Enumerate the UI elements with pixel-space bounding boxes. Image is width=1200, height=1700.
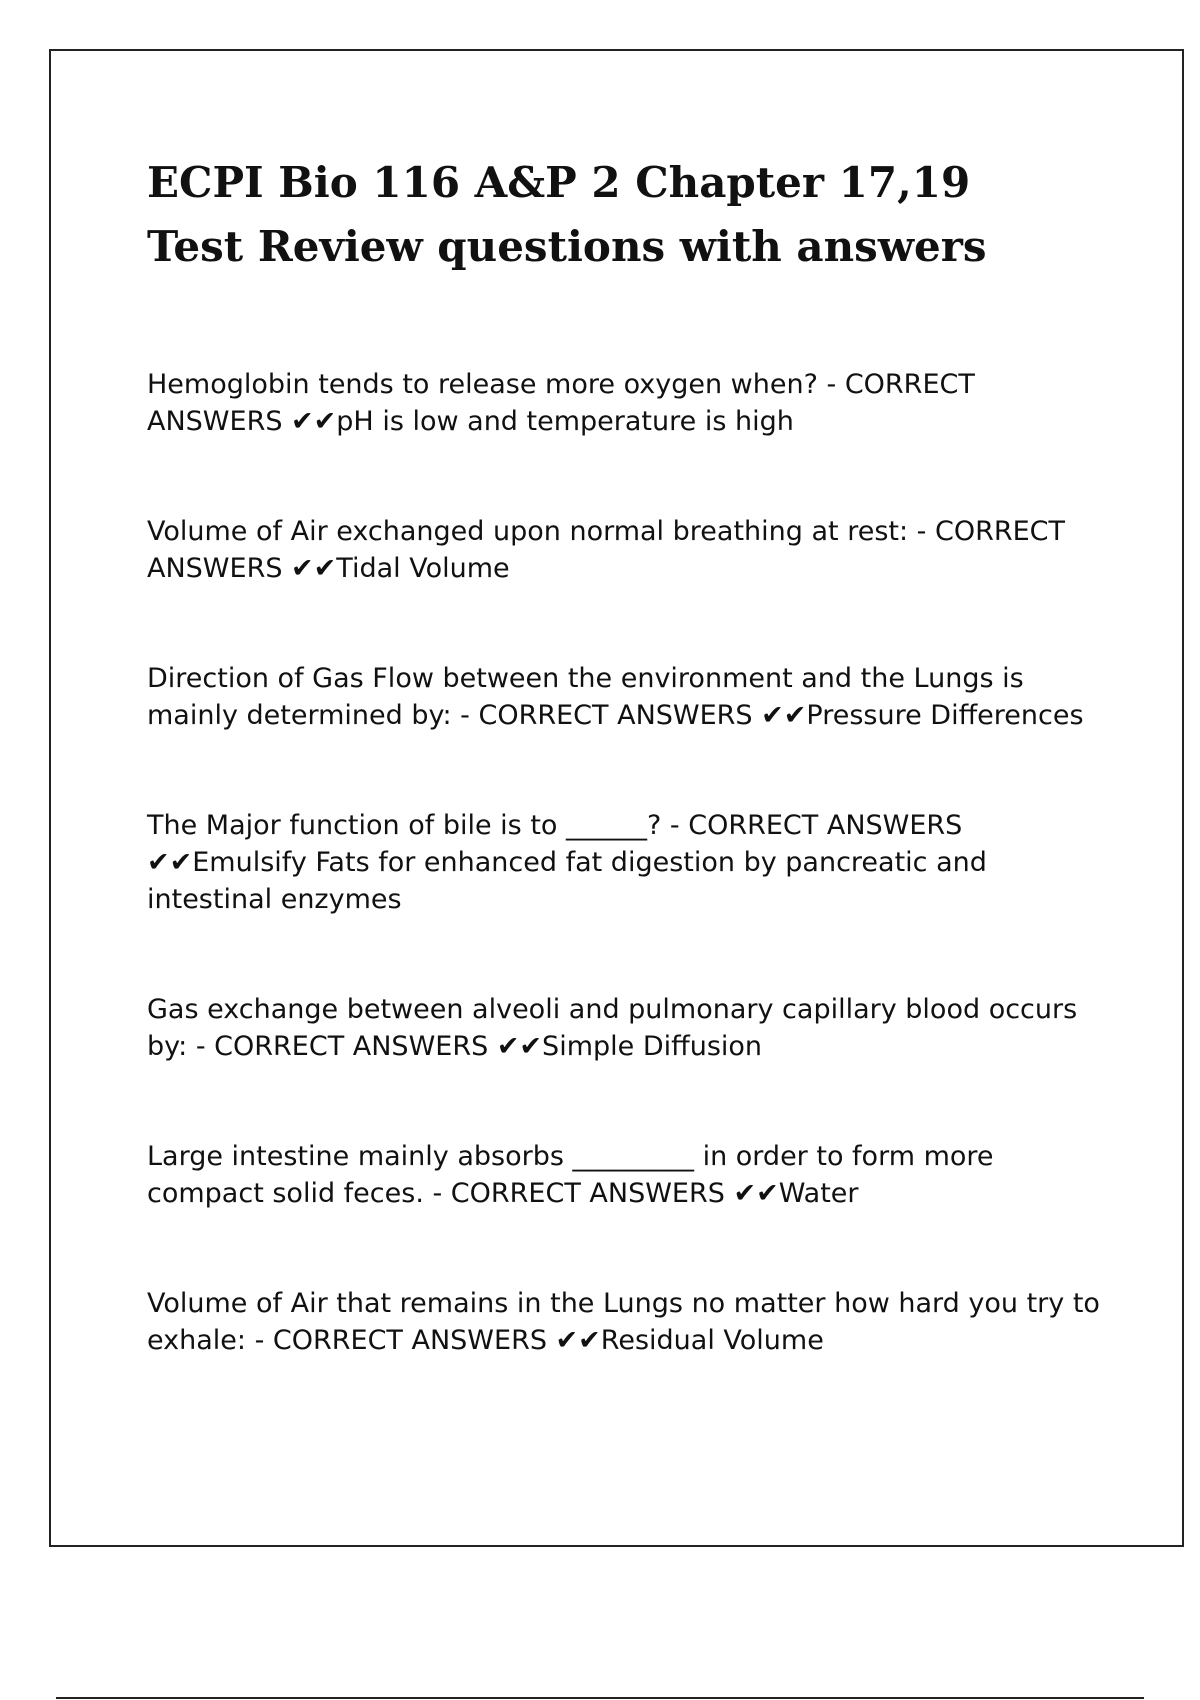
bottom-divider [56, 1697, 1144, 1699]
qa-item: Volume of Air exchanged upon normal breathing at rest: - CORRECT ANSWERS ✔✔Tidal Volume [147, 516, 1065, 584]
qa-item: Volume of Air that remains in the Lungs no matter how hard you try to exhale: - CORRECT ANSWERS ✔✔Residual Volume [147, 1288, 1100, 1356]
qa-item: Direction of Gas Flow between the environment and the Lungs is mainly determined by: - CORRECT ANSWERS ✔✔Pressure Differences [147, 663, 1084, 731]
qa-item: The Major function of bile is to ______? - CORRECT ANSWERS ✔✔Emulsify Fats for enhanced fat digestion by pancreatic and intestinal enzymes [147, 810, 987, 915]
qa-list [147, 366, 1107, 1432]
qa-item: Large intestine mainly absorbs _________ in order to form more compact solid feces. - CORRECT ANSWERS ✔✔Water [147, 1141, 994, 1209]
page-frame [49, 49, 1184, 1547]
document-title: ECPI Bio 116 A&P 2 Chapter 17,19 Test Review questions with answers [147, 158, 987, 271]
qa-item: Hemoglobin tends to release more oxygen when? - CORRECT ANSWERS ✔✔pH is low and temperature is high [147, 369, 975, 437]
qa-item: Gas exchange between alveoli and pulmonary capillary blood occurs by: - CORRECT ANSWERS ✔✔Simple Diffusion [147, 994, 1078, 1062]
